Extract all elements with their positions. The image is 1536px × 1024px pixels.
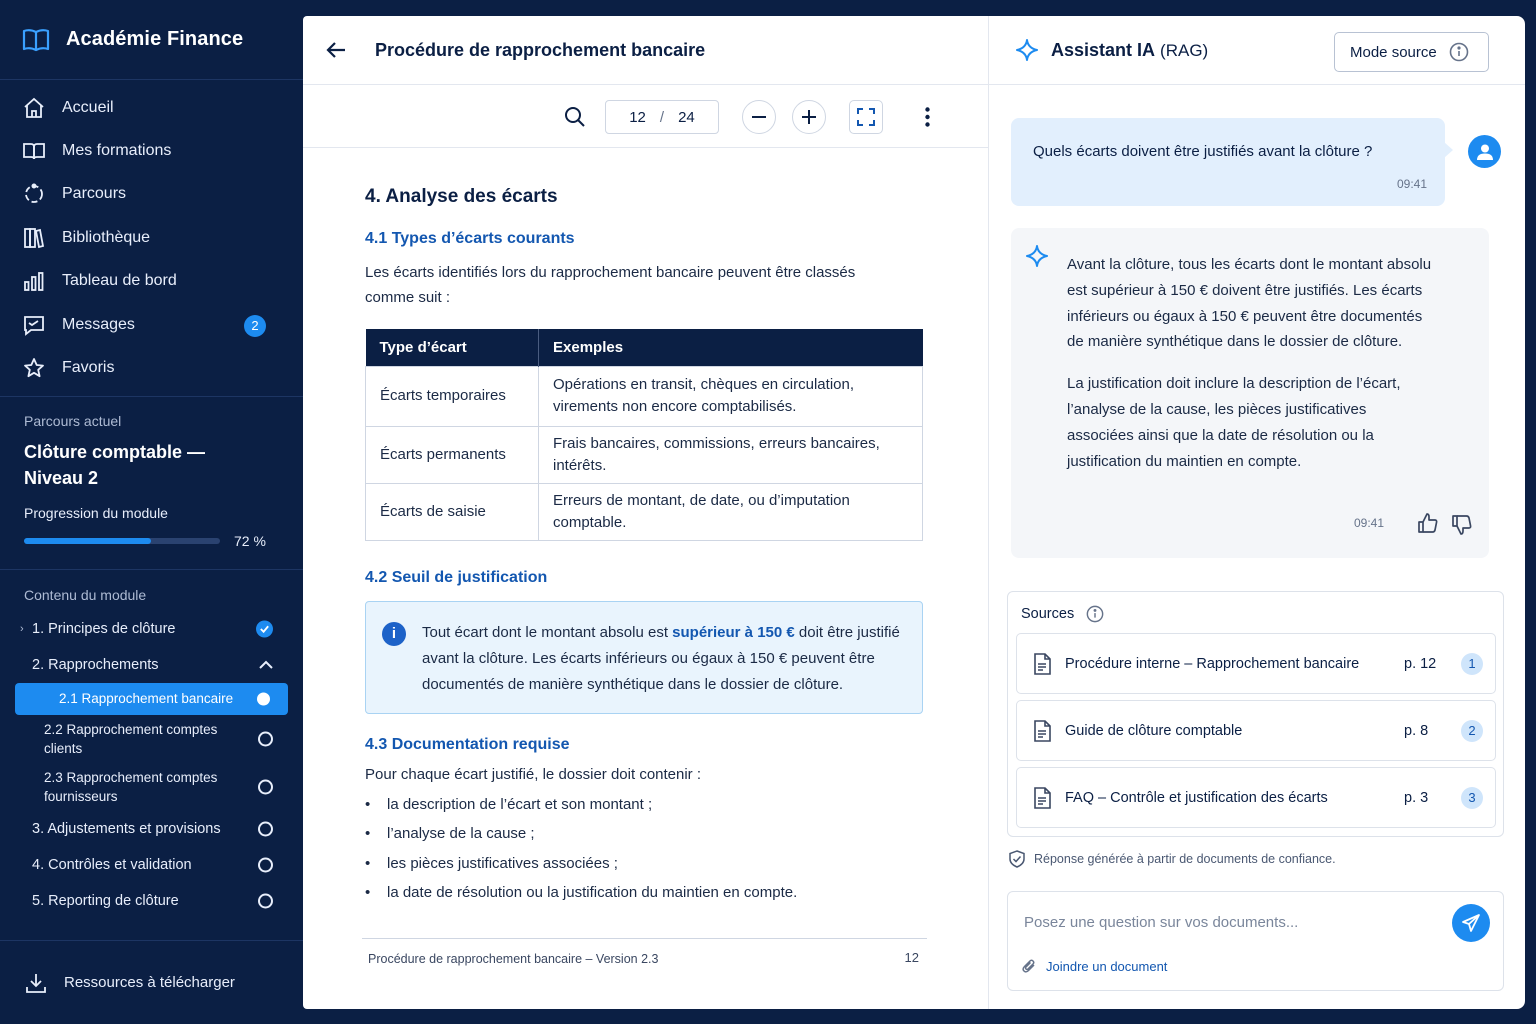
search-icon (564, 106, 586, 128)
document-title: Procédure de rapprochement bancaire (375, 39, 706, 60)
assistant-title-text: Assistant IA (1051, 39, 1156, 60)
thumbs-down-icon[interactable] (1451, 514, 1473, 536)
module-item-rapprochements[interactable] (0, 647, 303, 683)
source-title: FAQ – Contrôle et justification des écarts (1065, 789, 1328, 806)
page-total: 24 (678, 108, 695, 126)
shield-check-icon (1009, 850, 1025, 868)
resources-download-link[interactable] (0, 940, 303, 1024)
assistant-panel (989, 16, 1525, 1009)
subsection-heading-4-1: 4.1 Types d’écarts courants (365, 230, 575, 247)
page-current: 12 (629, 108, 646, 126)
section-heading: 4. Analyse des écarts (365, 186, 558, 207)
table-cell: Erreurs de montant, de date, ou d’imputation comptable. (539, 483, 923, 540)
source-number: 2 (1461, 720, 1483, 742)
list-item: • la date de résolution ou la justification du maintien en compte. (365, 878, 925, 908)
plus-icon (802, 110, 816, 124)
question-input[interactable] (1024, 910, 1424, 934)
module-item-comptes-clients[interactable] (0, 715, 303, 763)
book-logo-icon (22, 27, 50, 53)
question-timestamp: 09:41 (1396, 177, 1427, 191)
unread-badge: 2 (244, 315, 266, 337)
empty-circle-icon (258, 857, 273, 872)
sparkle-icon (1015, 38, 1039, 62)
current-path (0, 397, 303, 569)
source-card[interactable] (1016, 767, 1496, 828)
zoom-in-button[interactable] (792, 100, 826, 134)
thumbs-up-icon[interactable] (1417, 512, 1439, 534)
nav-label: Favoris (62, 359, 115, 377)
document-icon (1033, 653, 1051, 675)
intro-paragraph (365, 260, 925, 310)
current-path-title-line2: Niveau 2 (24, 467, 99, 488)
list-item: • les pièces justificatives associées ; (365, 849, 925, 879)
info-icon: i (382, 622, 406, 646)
info-highlight: supérieur à 150 € (672, 623, 795, 641)
info-circle-icon (1449, 42, 1469, 62)
source-card[interactable] (1016, 633, 1496, 694)
progress-bar (24, 538, 220, 544)
source-page: p. 12 (1404, 655, 1437, 672)
library-icon (22, 226, 46, 250)
document-icon (1033, 720, 1051, 742)
assistant-answer-text (1067, 252, 1437, 474)
info-text-after: doit être justifié avant la clôture. Les écarts inférieurs ou égaux à 150 € peuvent être documentés de manière synthétique dans le dossier de clôture. (422, 623, 900, 693)
module-item-label: 2.1 Rapprochement bancaire (59, 691, 234, 707)
page-indicator[interactable] (605, 100, 719, 134)
module-item-label: 2. Rapprochements (32, 656, 159, 673)
module-item-controles[interactable] (0, 847, 303, 883)
footer-doc-version: Procédure de rapprochement bancaire – Version 2.3 (368, 952, 659, 966)
nav-label: Accueil (62, 98, 114, 116)
source-mode-button[interactable] (1334, 32, 1489, 72)
source-title: Guide de clôture comptable (1065, 722, 1243, 739)
table-row (366, 483, 923, 540)
intro-line-2: comme suit : (365, 289, 451, 306)
empty-circle-icon (258, 893, 273, 908)
list-item: • la description de l’écart et son montant ; (365, 790, 925, 820)
user-avatar[interactable] (1468, 135, 1501, 168)
document-icon (1033, 787, 1051, 809)
module-item-reporting[interactable] (0, 883, 303, 919)
subsection-heading-4-3: 4.3 Documentation requise (365, 735, 570, 753)
fullscreen-icon (857, 108, 875, 126)
search-button[interactable] (558, 100, 592, 134)
source-number: 3 (1461, 787, 1483, 809)
module-item-rapprochement-bancaire[interactable] (15, 683, 288, 715)
document-viewer (303, 16, 989, 1009)
nav-label: Parcours (62, 185, 127, 203)
user-question-bubble (1011, 118, 1445, 206)
module-item-label: 5. Reporting de clôture (32, 892, 179, 909)
sidebar (0, 0, 303, 1024)
sparkle-icon (1025, 244, 1049, 268)
resources-label: Ressources à télécharger (64, 974, 235, 991)
progress-label: Progression du module (24, 504, 168, 521)
check-circle-icon (256, 620, 273, 637)
module-item-label: 2.3 Rapprochement comptes fournisseurs (44, 769, 218, 804)
nav-item-bibliotheque[interactable] (0, 216, 303, 259)
table-row (366, 426, 923, 483)
table-cell: Opérations en transit, chèques en circulation, virements non encore comptabilisés. (539, 366, 923, 426)
document-toolbar (303, 85, 988, 148)
nav-item-favoris[interactable] (0, 346, 303, 389)
table-header-cell: Exemples (539, 329, 923, 366)
sources-label: Sources (1021, 606, 1075, 622)
module-contents-label: Contenu du module (24, 586, 147, 603)
list-item: • l’analyse de la cause ; (365, 819, 925, 849)
home-icon (22, 96, 46, 120)
sources-header (1021, 605, 1104, 623)
table-header-row (366, 329, 923, 366)
nav-item-mes-formations[interactable] (0, 129, 303, 172)
table-cell: Écarts temporaires (366, 366, 539, 426)
nav-item-parcours[interactable] (0, 173, 303, 216)
module-item-label: 3. Adjustements et provisions (32, 820, 221, 837)
zoom-out-button[interactable] (742, 100, 776, 134)
nav-label: Mes formations (62, 142, 172, 160)
assistant-title-suffix: (RAG) (1160, 40, 1209, 60)
table-cell: Écarts de saisie (366, 483, 539, 540)
main-nav (0, 80, 303, 390)
assistant-title (1051, 40, 1208, 61)
brand[interactable] (0, 0, 303, 80)
current-path-label: Parcours actuel (24, 412, 122, 429)
bar-chart-icon (22, 269, 46, 293)
footer-page-number: 12 (904, 950, 919, 965)
empty-circle-icon (258, 779, 273, 794)
send-icon (1461, 913, 1481, 933)
ecarts-table (365, 329, 923, 541)
source-title: Procédure interne – Rapprochement bancaire (1065, 655, 1360, 672)
user-icon (1476, 143, 1494, 161)
source-mode-label: Mode source (1350, 43, 1437, 61)
star-icon (22, 356, 46, 380)
nav-label: Tableau de bord (62, 272, 177, 290)
table-cell: Frais bancaires, commissions, erreurs bancaires, intérêts. (539, 426, 923, 483)
empty-circle-icon (258, 731, 273, 746)
main-panel (303, 16, 1525, 1009)
book-open-icon (22, 139, 46, 163)
page-footer (362, 938, 927, 978)
answer-timestamp: 09:41 (1354, 516, 1385, 530)
documentation-intro: Pour chaque écart justifié, le dossier doit contenir : (365, 765, 702, 783)
message-icon (22, 313, 46, 337)
module-item-label: 1. Principes de clôture (32, 620, 176, 637)
module-item-label: 2.2 Rapprochement comptes clients (44, 721, 218, 756)
table-row (366, 366, 923, 426)
module-item-adjustements[interactable] (0, 811, 303, 847)
paperclip-icon (1022, 958, 1036, 974)
progress-fill (24, 538, 151, 544)
more-options-button[interactable] (917, 100, 937, 134)
nav-label: Bibliothèque (62, 228, 151, 246)
info-circle-icon[interactable] (1086, 605, 1104, 623)
answer-paragraph: La justification doit inclure la description de l’écart, l’analyse de la cause, les pièces justificatives associées ainsi que la date de résolution ou la justification du maintien en compte. (1067, 375, 1401, 470)
current-dot-icon (257, 692, 270, 705)
sources-panel (1007, 591, 1504, 837)
source-card[interactable] (1016, 700, 1496, 761)
current-path-title (24, 439, 279, 491)
chevron-up-icon (259, 657, 273, 673)
info-text-before: Tout écart dont le montant absolu est (422, 623, 673, 641)
progress-percent: 72 % (234, 532, 266, 549)
chevron-right-icon: › (20, 622, 24, 635)
assistant-answer-bubble (1011, 228, 1489, 558)
module-contents (0, 570, 303, 919)
fullscreen-button[interactable] (849, 100, 883, 134)
minus-icon (752, 116, 766, 118)
info-callout (365, 601, 923, 714)
empty-circle-icon (258, 821, 273, 836)
attach-label: Joindre un document (1046, 958, 1168, 974)
subsection-heading-4-2: 4.2 Seuil de justification (365, 568, 548, 586)
intro-line-1: Les écarts identifiés lors du rapprochement bancaire peuvent être classés (365, 264, 856, 281)
table-header-cell: Type d’écart (366, 329, 539, 366)
nav-item-accueil[interactable] (0, 86, 303, 129)
nav-item-messages[interactable] (0, 303, 303, 346)
app-name: Académie Finance (66, 28, 244, 50)
user-question-text: Quels écarts doivent être justifiés avant la clôture ? (1033, 143, 1373, 160)
download-icon (24, 971, 48, 995)
nav-item-tableau-de-bord[interactable] (0, 260, 303, 303)
chat-composer (1007, 891, 1504, 991)
send-button[interactable] (1452, 904, 1490, 942)
source-page: p. 3 (1404, 789, 1429, 806)
current-path-title-line1: Clôture comptable — (24, 441, 206, 462)
attach-document-link[interactable] (1022, 958, 1167, 974)
trust-note-text: Réponse générée à partir de documents de confiance. (1034, 852, 1336, 866)
back-arrow-icon[interactable] (325, 41, 347, 59)
page-separator: / (659, 108, 665, 126)
nav-label: Messages (62, 315, 135, 333)
more-vertical-icon (925, 107, 930, 127)
module-item-label: 4. Contrôles et validation (32, 856, 192, 873)
source-number: 1 (1461, 653, 1483, 675)
documentation-list (365, 790, 925, 908)
document-page (365, 186, 925, 908)
answer-paragraph: Avant la clôture, tous les écarts dont le montant absolu est supérieur à 150 € doivent être justifiés. Les écarts inférieurs ou égaux à 150 € peuvent être documentés de manière synthétique dans le dossier de clôture. (1067, 256, 1432, 351)
module-item-comptes-fournisseurs[interactable] (0, 763, 303, 811)
source-page: p. 8 (1404, 722, 1429, 739)
module-item-principes[interactable] (0, 611, 303, 647)
table-cell: Écarts permanents (366, 426, 539, 483)
route-icon (22, 182, 46, 206)
trust-note (1009, 850, 1336, 868)
